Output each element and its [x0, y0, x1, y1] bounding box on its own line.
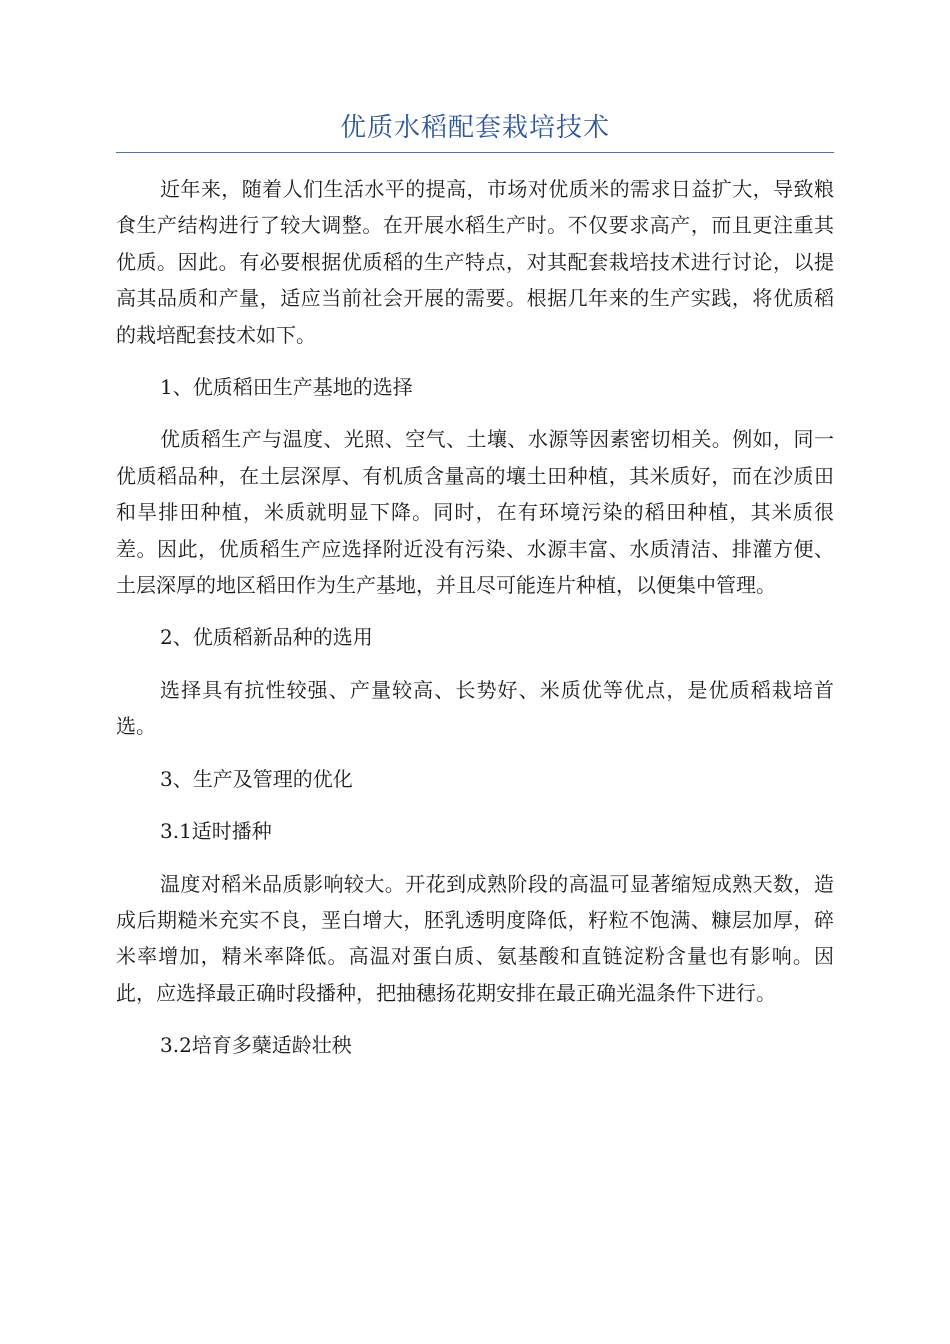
- section-2-paragraph: 选择具有抗性较强、产量较高、长势好、米质优等优点，是优质稻栽培首选。: [116, 677, 834, 739]
- section-3-2-heading: 3.2培育多蘖适龄壮秧: [160, 1033, 352, 1058]
- section-3-1-heading: 3.1适时播种: [160, 819, 272, 844]
- section-3-heading: 3、生产及管理的优化: [160, 766, 353, 791]
- title-underline: [116, 152, 834, 153]
- intro-paragraph: 近年来，随着人们生活水平的提高，市场对优质米的需求日益扩大，导致粮食生产结构进行了较大调整。在开展水稻生产时。不仅要求高产，而且更注重其优质。因此。有必要根据优质稻的生产特点，对其配套栽培技术进行讨论，以提高其品质和产量，适应当前社会开展的需要。根据几年来的生产实践，将优质稻的栽培配套技术如下。: [116, 177, 834, 347]
- document-title: 优质水稻配套栽培技术: [339, 113, 610, 143]
- section-1-paragraph: 优质稻生产与温度、光照、空气、土壤、水源等因素密切相关。例如，同一优质稻品种，在土层深厚、有机质含量高的壤土田种植，其米质好，而在沙质田和旱排田种植，米质就明显下降。同时，在有环境污染的稻田种植，其米质很差。因此，优质稻生产应选择附近没有污染、水源丰富、水质清洁、排灌方便、土层深厚的地区稻田作为生产基地，并且尽可能连片种植，以便集中管理。: [116, 427, 834, 598]
- section-1-heading: 1、优质稻田生产基地的选择: [160, 375, 413, 400]
- document-page: [116, 108, 834, 1080]
- section-3-1-paragraph: 温度对稻米品质影响较大。开花到成熟阶段的高温可显著缩短成熟天数，造成后期糙米充实不良，垩白增大，胚乳透明度降低，籽粒不饱满、糠层加厚，碎米率增加，精米率降低。高温对蛋白质、氨基酸和直链淀粉含量也有影响。因此，应选择最正确时段播种，把抽穗扬花期安排在最正确光温条件下进行。: [116, 871, 834, 1005]
- section-2-heading: 2、优质稻新品种的选用: [160, 625, 373, 650]
